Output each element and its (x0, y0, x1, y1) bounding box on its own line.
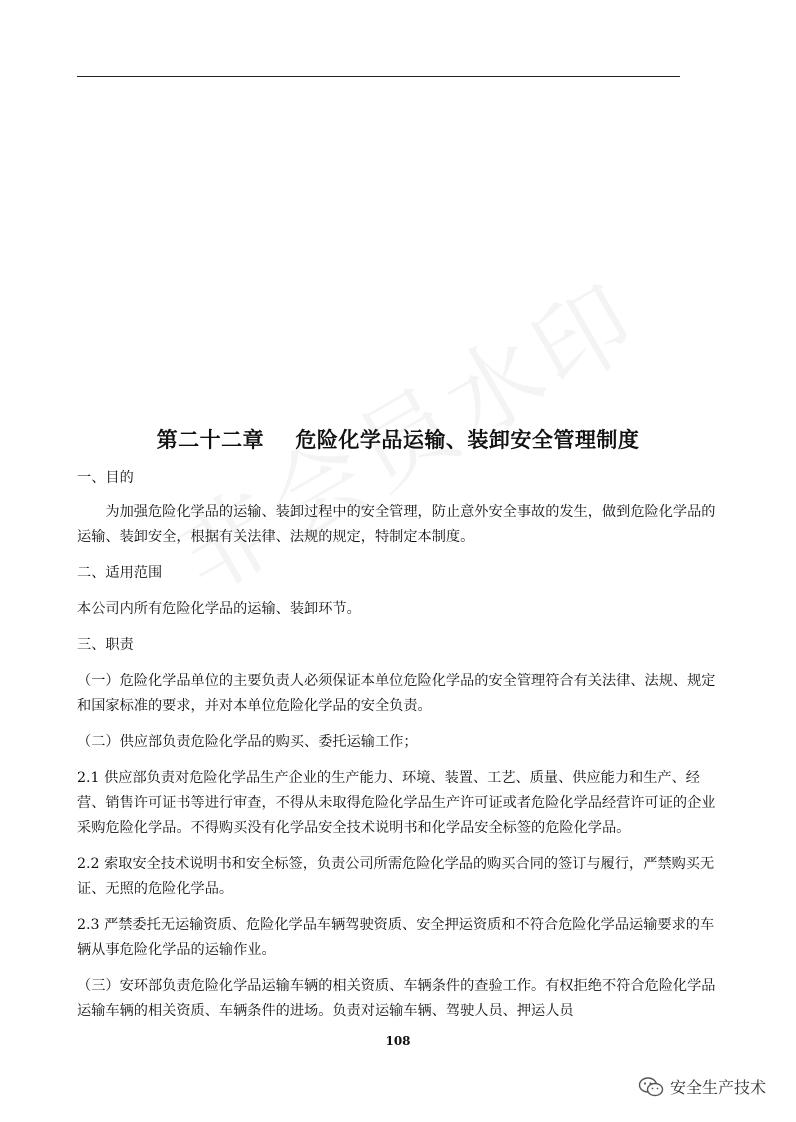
wechat-icon (638, 1076, 664, 1098)
page-number: 108 (385, 1034, 411, 1048)
header-rule (77, 76, 680, 77)
paragraph-duty-2: （二）供应部负责危险化学品的购买、委托运输工作； (77, 734, 418, 750)
paragraph-purpose: 为加强危险化学品的运输、装卸过程中的安全管理，防止意外安全事故的发生，做到危险化学品的运输、装卸安全，根据有关法律、法规的规定，特制定本制度。 (77, 504, 716, 545)
paragraph-duty-3: （三）安环部负责危险化学品运输车辆的相关资质、车辆条件的查验工作。有权拒绝不符合危险化学品运输车辆的相关资质、车辆条件的进场。负责对运输车辆、驾驶人员、押运人员 (77, 978, 716, 1019)
paragraph-duty-2-2: 2.2 索取安全技术说明书和安全标签，负责公司所需危险化学品的购买合同的签订与履行，严禁购买无证、无照的危险化学品。 (77, 856, 715, 897)
document-body (77, 466, 718, 1024)
paragraph-duty-2-3: 2.3 严禁委托无运输资质、危险化学品车辆驾驶资质、安全押运资质和不符合危险化学品运输要求的车辆从事危险化学品的运输作业。 (77, 917, 715, 958)
brand-badge (638, 1075, 766, 1098)
chapter-title: 第二十二章 危险化学品运输、装卸安全管理制度 (156, 428, 640, 452)
section-heading-duties: 三、职责 (77, 637, 134, 653)
paragraph-duty-1: （一）危险化学品单位的主要负责人必须保证本单位危险化学品的安全管理符合有关法律、法规、规定和国家标准的要求，并对本单位危险化学品的安全负责。 (77, 673, 716, 714)
section-heading-scope: 二、适用范围 (77, 565, 163, 581)
brand-label: 安全生产技术 (669, 1078, 766, 1097)
paragraph-duty-2-1: 2.1 供应部负责对危险化学品生产企业的生产能力、环境、装置、工艺、质量、供应能力和生产、经营、销售许可证书等进行审查，不得从未取得危险化学品生产许可证或者危险化学品经营许可证的企业采购危险化学品。不得购买没有化学品安全技术说明书和化学品安全标签的危险化学品。 (77, 770, 716, 836)
section-heading-purpose: 一、目的 (77, 470, 134, 486)
paragraph-scope: 本公司内所有危险化学品的运输、装卸环节。 (77, 601, 361, 617)
